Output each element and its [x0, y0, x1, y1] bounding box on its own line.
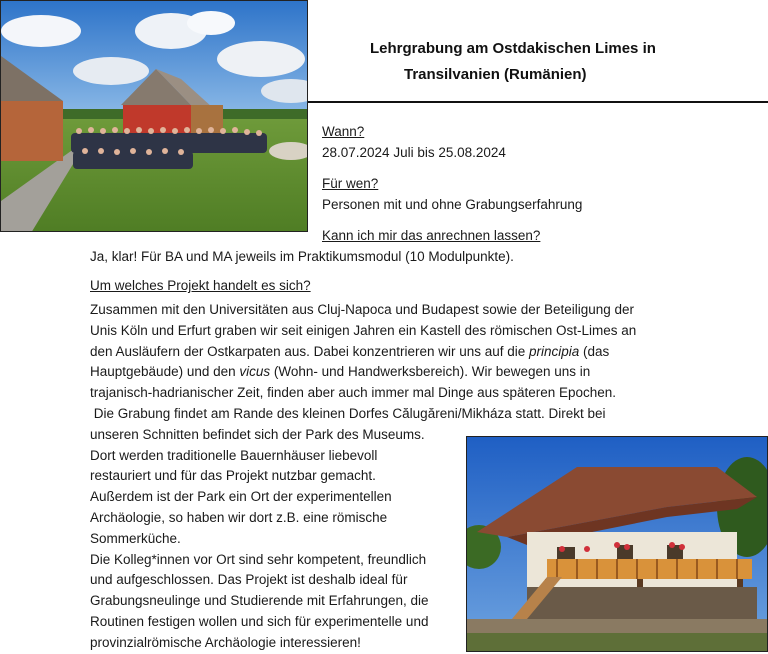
- document-title: [330, 36, 750, 88]
- answer-for-whom: Personen mit und ohne Grabungserfahrung: [322, 197, 583, 212]
- title-line-2: Transilvanien (Rumänien): [404, 66, 587, 83]
- body-line: restauriert und für das Projekt nutzbar gemacht.: [90, 468, 376, 484]
- body-line: und aufgeschlossen. Das Projekt ist deshalb ideal für: [90, 572, 408, 588]
- body-line: Hauptgebäude) und den vicus (Wohn- und Handwerksbereich). Wir bewegen uns in: [90, 364, 591, 380]
- body-line: Grabungsneulinge und Studierende mit Erfahrungen, die: [90, 593, 429, 609]
- body-line: den Ausläufern der Ostkarpaten aus. Dabei konzentrieren wir uns auf die principia (das: [90, 343, 610, 359]
- group-photo: [0, 0, 308, 232]
- question-for-whom: Für wen?: [322, 176, 379, 191]
- body-line: Archäologie, so haben wir dort z.B. eine römische: [90, 509, 388, 525]
- body-line: Außerdem ist der Park ein Ort der experimentellen: [90, 489, 392, 505]
- body-line: trajanisch-hadrianischer Zeit, finden aber auch immer mal Dinge aus späteren Epochen.: [90, 385, 617, 401]
- body-line: provinzialrömische Archäologie interessieren!: [90, 634, 361, 650]
- title-line-1: Lehrgrabung am Ostdakischen Limes in: [370, 40, 656, 57]
- body-line: Routinen festigen wollen und sich für experimentelle und: [90, 613, 429, 629]
- question-credit: Kann ich mir das anrechnen lassen?: [322, 228, 541, 243]
- answer-when: 28.07.2024 Juli bis 25.08.2024: [322, 145, 506, 160]
- body-line: Die Grabung findet am Rande des kleinen Dorfes Călugăreni/Mikháza statt. Direkt bei: [90, 405, 606, 421]
- body-line: Sommerküche.: [90, 530, 181, 546]
- body-line: Zusammen mit den Universitäten aus Cluj-Napoca und Budapest sowie der Beteiligung der: [90, 302, 635, 317]
- vicus-term: vicus: [239, 364, 271, 380]
- title-divider: [308, 101, 768, 103]
- body-line: unseren Schnitten befindet sich der Park des Museums.: [90, 426, 425, 442]
- farmhouse-photo: [466, 436, 768, 652]
- body-line: Unis Köln und Erfurt graben wir seit einigen Jahren ein Kastell des römischen Ost-Limes an: [90, 322, 637, 338]
- question-project: Um welches Projekt handelt es sich?: [90, 278, 311, 293]
- question-when: Wann?: [322, 124, 365, 139]
- principia-term: principia: [529, 343, 580, 359]
- body-line: Die Kolleg*innen vor Ort sind sehr kompetent, freundlich: [90, 551, 427, 567]
- body-line: Dort werden traditionelle Bauernhäuser liebevoll: [90, 447, 378, 463]
- answer-credit: Ja, klar! Für BA und MA jeweils im Praktikumsmodul (10 Modulpunkte).: [90, 249, 514, 264]
